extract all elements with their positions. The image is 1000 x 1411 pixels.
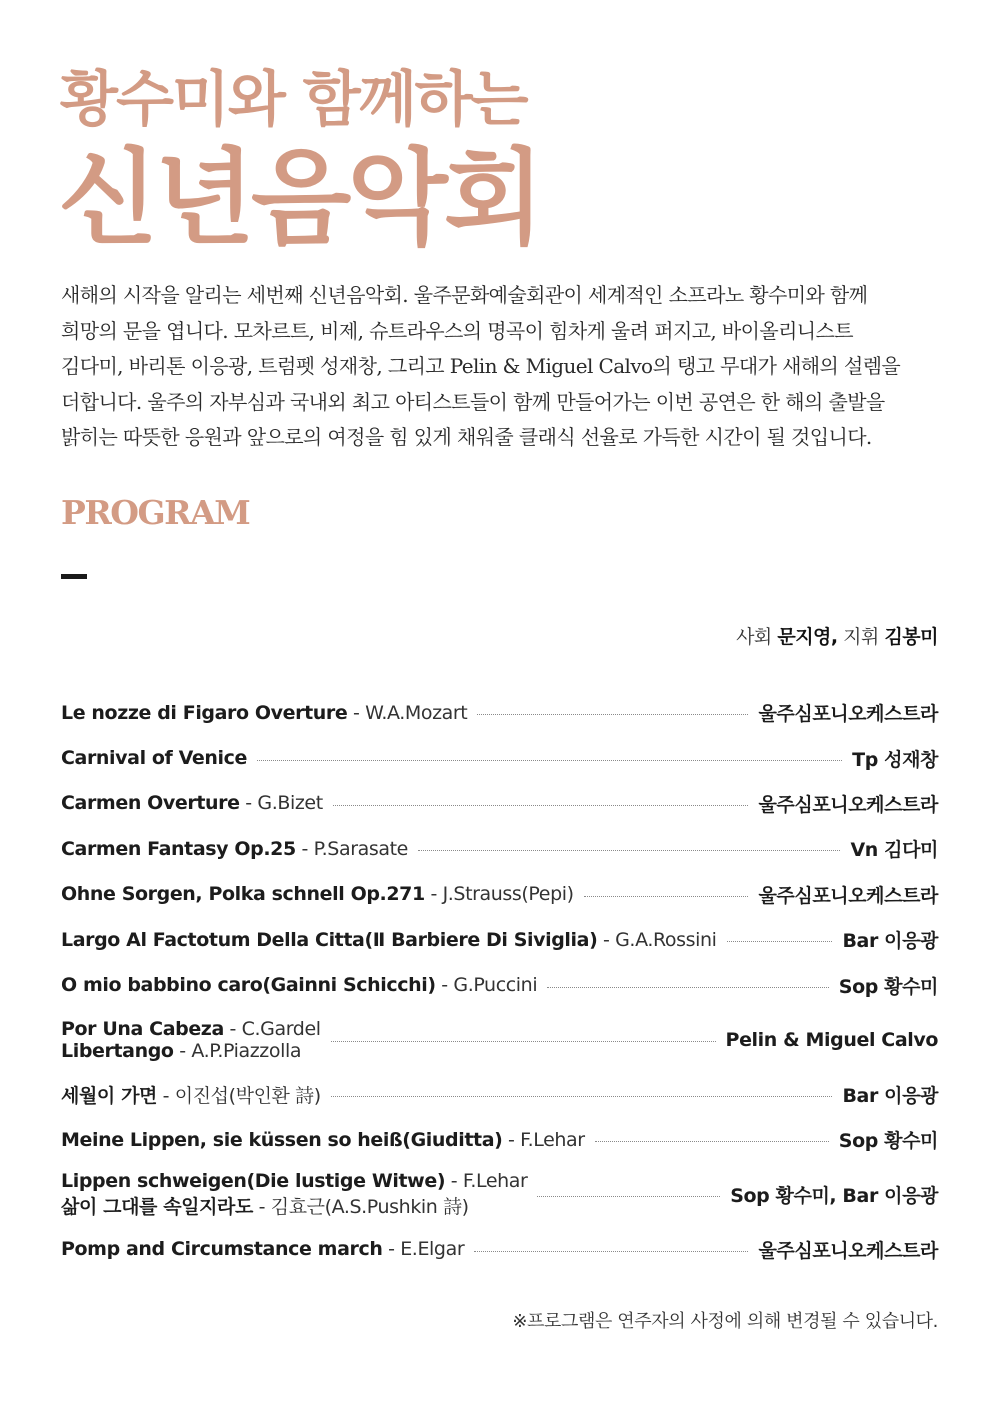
program-work-line — [61, 838, 408, 860]
credits-comma: , — [830, 626, 838, 648]
title-line-1: 황수미와 함께하는 — [60, 65, 527, 135]
dotted-leader — [331, 1096, 833, 1097]
program-item-works — [61, 974, 537, 996]
program-item-works — [61, 883, 574, 905]
composer-name: G.Puccini — [453, 974, 538, 997]
program-item — [61, 826, 938, 871]
dotted-leader — [333, 805, 749, 806]
composer-name: J.Strauss(Pepi) — [442, 883, 574, 906]
dotted-leader — [547, 987, 829, 988]
dotted-leader — [584, 896, 749, 897]
program-item-works — [61, 792, 323, 814]
performer-name: Tp 성재창 — [852, 748, 938, 771]
composer-separator: - — [173, 1039, 192, 1062]
piece-title: 삶이 그대를 속일지라도 — [61, 1196, 253, 1219]
performer-name: Sop 황수미 — [838, 975, 938, 998]
program-work-line — [61, 747, 247, 769]
program-item-works — [61, 1081, 321, 1108]
program-item-works — [61, 1238, 464, 1260]
composer-separator: - — [239, 792, 258, 815]
performer-name: Bar 이응광 — [842, 930, 938, 953]
dotted-leader — [477, 714, 748, 715]
program-item — [61, 781, 938, 826]
composer-separator: - — [597, 928, 616, 951]
program-work-line — [61, 1081, 321, 1108]
program-item-works — [61, 1170, 527, 1219]
program-item — [61, 735, 938, 780]
dotted-leader — [727, 941, 833, 942]
composer-separator: - — [445, 1170, 463, 1193]
composer-separator: - — [424, 883, 443, 906]
piece-title: Libertango — [61, 1039, 174, 1062]
performer-name: 울주심포니오케스트라 — [758, 793, 938, 816]
composer-name: A.P.Piazzolla — [191, 1039, 302, 1062]
composer-name: G.A.Rossini — [615, 928, 717, 951]
piece-title: Carmen Overture — [61, 792, 240, 815]
program-work-line — [61, 1170, 527, 1192]
composer-separator: - — [502, 1128, 521, 1151]
composer-name: F.Lehar — [462, 1170, 528, 1193]
conductor-name: 김봉미 — [884, 626, 938, 648]
composer-name: 김효근(A.S.Pushkin 詩) — [270, 1196, 469, 1219]
composer-name: E.Elgar — [400, 1238, 465, 1261]
performer-name: Sop 황수미 — [838, 1130, 938, 1153]
piece-title: Ohne Sorgen, Polka schnell Op.271 — [61, 883, 425, 906]
piece-title: Le nozze di Figaro Overture — [61, 701, 348, 724]
host-name: 문지영 — [777, 626, 831, 648]
program-item-works — [61, 702, 467, 724]
performer-name: 울주심포니오케스트라 — [758, 884, 938, 907]
composer-separator: - — [435, 974, 454, 997]
program-heading: PROGRAM — [61, 493, 250, 532]
credits-line — [736, 622, 938, 649]
program-work-line — [61, 974, 537, 996]
composer-separator: - — [382, 1238, 401, 1261]
program-work-line — [61, 929, 717, 951]
piece-title: Por Una Cabeza — [61, 1017, 224, 1040]
program-work-line — [61, 1192, 527, 1219]
piece-title: Carnival of Venice — [61, 747, 247, 770]
program-item — [61, 1072, 938, 1117]
intro-line: 밝히는 따뜻한 응원과 앞으로의 여정을 힘 있게 채워줄 클래식 선율로 가득한 시간이 될 것입니다. — [61, 425, 872, 449]
piece-title: O mio babbino caro(Gainni Schicchi) — [61, 974, 436, 997]
intro-line: 김다미, 바리톤 이응광, 트럼펫 성재창, 그리고 Pelin & Miguel Calvo의 탱고 무대가 새해의 설렘을 — [61, 354, 901, 378]
composer-separator: - — [223, 1017, 242, 1040]
heading-dash-divider — [61, 574, 87, 579]
intro-line: 더합니다. 울주의 자부심과 국내외 최고 아티스트들이 함께 만들어가는 이번 공연은 한 해의 출발을 — [61, 389, 885, 414]
piece-title: Lippen schweigen(Die lustige Witwe) — [61, 1170, 446, 1193]
piece-title: 세월이 가면 — [61, 1084, 157, 1107]
program-item-works — [61, 838, 408, 860]
piece-title: Meine Lippen, sie küssen so heiß(Giuditta) — [61, 1128, 503, 1151]
program-list — [61, 690, 938, 1272]
program-item — [61, 872, 938, 917]
composer-separator: - — [252, 1196, 271, 1219]
composer-separator: - — [295, 837, 314, 860]
program-item — [61, 917, 938, 962]
program-item — [61, 690, 938, 735]
program-item-works — [61, 1129, 585, 1151]
piece-title: Largo Al Factotum Della Citta(Ⅱ Barbiere Di Siviglia) — [61, 928, 598, 951]
dotted-leader — [257, 760, 842, 761]
performer-name: 울주심포니오케스트라 — [758, 703, 938, 726]
program-work-line — [61, 1040, 321, 1062]
composer-name: P.Sarasate — [313, 837, 408, 860]
program-item — [61, 1165, 938, 1225]
intro-line: 새해의 시작을 알리는 세번째 신년음악회. 울주문화예술회관이 세계적인 소프라노 황수미와 함께 — [61, 283, 868, 307]
piece-title: Pomp and Circumstance march — [61, 1238, 383, 1261]
program-change-note: ※프로그램은 연주자의 사정에 의해 변경될 수 있습니다. — [512, 1311, 938, 1332]
program-item — [61, 1010, 938, 1070]
program-work-line — [61, 1129, 585, 1151]
performer-name: Sop 황수미, Bar 이응광 — [730, 1185, 938, 1208]
program-item-works — [61, 929, 717, 951]
performer-name: Bar 이응광 — [842, 1084, 938, 1107]
host-label: 사회 — [736, 626, 772, 648]
title-line-2: 신년음악회 — [58, 137, 541, 259]
composer-name: G.Bizet — [257, 792, 323, 815]
program-work-line — [61, 702, 467, 724]
intro-line: 희망의 문을 엽니다. 모차르트, 비제, 슈트라우스의 명곡이 힘차게 울려 퍼지고, 바이올리니스트 — [61, 318, 853, 343]
program-item — [61, 1117, 938, 1162]
composer-name: C.Gardel — [241, 1017, 321, 1040]
composer-separator: - — [157, 1084, 175, 1107]
composer-name: W.A.Mozart — [365, 701, 468, 724]
piece-title: Carmen Fantasy Op.25 — [61, 837, 296, 860]
intro-paragraph — [61, 278, 941, 456]
program-item — [61, 1227, 938, 1272]
composer-name: 이진섭(박인환 詩) — [174, 1084, 321, 1107]
program-work-line — [61, 883, 574, 905]
dotted-leader — [595, 1141, 829, 1142]
program-work-line — [61, 1238, 464, 1260]
conductor-label: 지휘 — [843, 626, 879, 648]
performer-name: 울주심포니오케스트라 — [758, 1239, 938, 1262]
program-item — [61, 962, 938, 1007]
composer-separator: - — [347, 701, 366, 724]
dotted-leader — [331, 1041, 716, 1042]
program-work-line — [61, 1018, 321, 1040]
dotted-leader — [537, 1196, 720, 1197]
program-item-works — [61, 747, 247, 769]
program-item-works — [61, 1018, 321, 1062]
performer-name: Pelin & Miguel Calvo — [725, 1028, 938, 1051]
performer-name: Vn 김다미 — [850, 839, 938, 862]
program-work-line — [61, 792, 323, 814]
composer-name: F.Lehar — [520, 1128, 585, 1151]
dotted-leader — [474, 1251, 748, 1252]
dotted-leader — [418, 850, 841, 851]
